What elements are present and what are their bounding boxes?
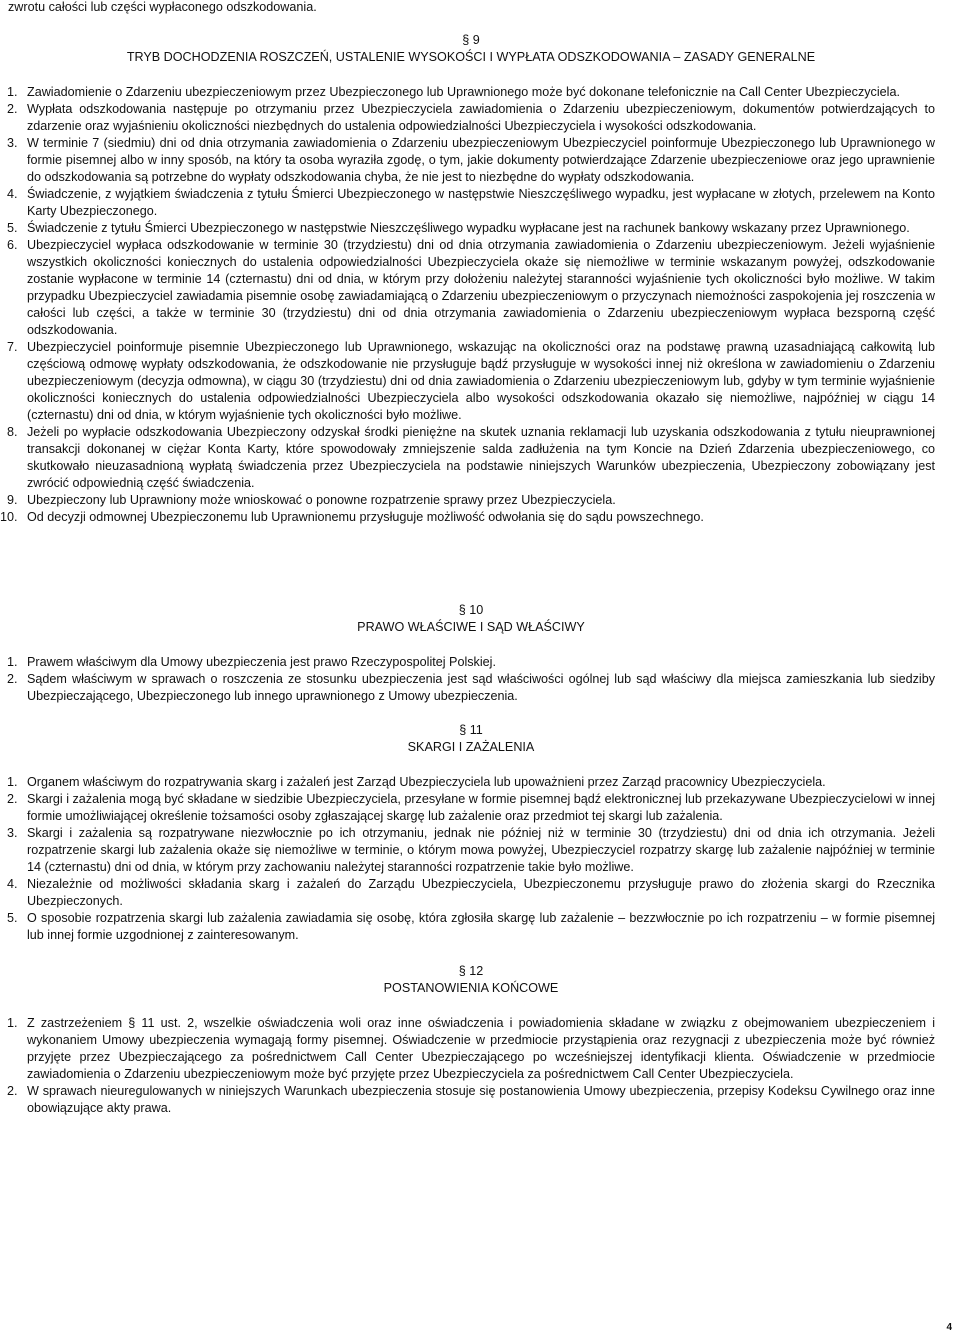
page-number: 4 xyxy=(946,1322,952,1333)
section-11-title: SKARGI I ZAŻALENIA xyxy=(407,740,535,754)
section-9-item-10: 10. Od decyzji odmownej Ubezpieczonemu lub Uprawnionemu przysługuje możliwość odwołania się do sądu powszechnego. xyxy=(0,510,704,524)
section-9-item-8: 8. Jeżeli po wypłacie odszkodowania Ubezpieczony odzyskał środki pieniężne na skutek uznania reklamacji lub uzyskania odszkodowania z tytułu nieuprawnionej transakcji dokonanej w ciężar Konta Karty, które spowodowały zmniejszenie salda zadłużenia na tym Koncie na Dzień Zdarzenia ubezpieczeniowego, co skutkowało nieuzasadnioną wypłatą świadczenia przez Ubezpieczyciela na podstawie niniejszych Warunków ubezpieczenia, Ubezpieczony zobowiązany jest zwrócić odpowiednią część świadczenia. xyxy=(7,425,935,490)
section-12-item-1: 1. Z zastrzeżeniem § 11 ust. 2, wszelkie oświadczenia woli oraz inne oświadczenia i powiadomienia składane w związku z obejmowaniem ubezpieczeniem i wykonaniem Umowy ubezpieczenia wymagają formy pisemnej. Oświadczenie w przedmiocie przystąpienia oraz rezygnacji z ubezpieczenia może być również przyjęte przez Ubezpieczającego za pośrednictwem Call Center Ubezpieczającego po wcześniejszej identyfikacji klienta. Oświadczenie w przedmiocie zawiadomienia o Zdarzeniu ubezpieczeniowym może być przyjęte przez Ubezpieczyciela za pośrednictwem Call Center Ubezpieczyciela. xyxy=(7,1016,935,1081)
section-12-number: § 12 xyxy=(458,964,484,978)
section-11-heading xyxy=(8,722,934,756)
section-9-heading xyxy=(8,32,934,66)
section-11-item-3: 3. Skargi i zażalenia są rozpatrywane niezwłocznie po ich otrzymaniu, jednak nie później niż w terminie 30 (trzydziestu) dni od dnia ich otrzymania. Jeżeli rozpatrzenie skargi lub zażalenia okaże się niemożliwe w terminie, o którym mowa powyżej, Ubezpieczyciel rozpatrzy skargę lub zażalenie najpóźniej w terminie 14 (czternastu) dni od dnia, w którym przy zachowaniu należytej staranności rozpatrzenie takie było możliwe. xyxy=(7,826,935,874)
section-10-item-1: 1. Prawem właściwym dla Umowy ubezpieczenia jest prawo Rzeczypospolitej Polskiej. xyxy=(7,655,496,669)
section-9-item-9: 9. Ubezpieczony lub Uprawniony może wnioskować o ponowne rozpatrzenie sprawy przez Ubezpieczyciela. xyxy=(7,493,616,507)
section-11-item-2: 2. Skargi i zażalenia mogą być składane w siedzibie Ubezpieczyciela, przesyłane w formie pisemnej bądź elektronicznej lub przekazywane Ubezpieczycielowi w innej formie umożliwiającej określenie tożsamości osoby zgłaszającej skargę lub zażalenie oraz przedmiot tej skargi lub zażalenia. xyxy=(7,792,935,823)
section-10-title: PRAWO WŁAŚCIWE I SĄD WŁAŚCIWY xyxy=(357,620,585,634)
section-10-number: § 10 xyxy=(458,603,484,617)
section-12-heading xyxy=(8,963,934,997)
section-12-item-2: 2. W sprawach nieuregulowanych w niniejszych Warunkach ubezpieczenia stosuje się postanowienia Umowy ubezpieczenia, przepisy Kodeksu Cywilnego oraz inne obowiązujące akty prawa. xyxy=(7,1084,935,1115)
section-9-title: TRYB DOCHODZENIA ROSZCZEŃ, USTALENIE WYSOKOŚCI I WYPŁATA ODSZKODOWANIA – ZASADY GENERALNE xyxy=(126,50,816,64)
section-11-number: § 11 xyxy=(459,723,483,737)
section-9-item-5: 5. Świadczenie z tytułu Śmierci Ubezpieczonego w następstwie Nieszczęśliwego wypadku wypłacane jest na rachunek bankowy wskazany przez Uprawnionego. xyxy=(7,221,910,235)
section-11-item-1: 1. Organem właściwym do rozpatrywania skarg i zażaleń jest Zarząd Ubezpieczyciela lub upoważnieni przez Zarząd pracownicy Ubezpieczyciela. xyxy=(7,775,826,789)
section-9-item-3: 3. W terminie 7 (siedmiu) dni od dnia otrzymania zawiadomienia o Zdarzeniu ubezpieczeniowym Ubezpieczyciel poinformuje Ubezpieczonego lub Uprawnionego w formie pisemnej albo w inny sposób, na który ta osoba wyraziła zgodę, o tym, jakie dokumenty potwierdzające Zdarzenie ubezpieczeniowe oraz jego uprawnienie do odszkodowania są potrzebne do wypłaty odszkodowania chyba, że nie jest to niezbędne do wypłaty odszkodowania. xyxy=(7,136,935,184)
section-12-list xyxy=(0,1015,935,1117)
section-9-item-1: 1. Zawiadomienie o Zdarzeniu ubezpieczeniowym przez Ubezpieczonego lub Uprawnionego może być dokonane telefonicznie na Call Center Ubezpieczyciela. xyxy=(7,85,900,99)
section-10-item-2: 2. Sądem właściwym w sprawach o roszczenia ze stosunku ubezpieczenia jest sąd właściwości ogólnej lub sąd właściwy dla miejsca zamieszkania lub siedziby Ubezpieczającego, Ubezpieczonego lub innego uprawnionego z Umowy ubezpieczenia. xyxy=(7,672,935,703)
section-9-item-4: 4. Świadczenie, z wyjątkiem świadczenia z tytułu Śmierci Ubezpieczonego w następstwie Nieszczęśliwego wypadku, jest wypłacane w złotych, przelewem na Konto Karty Ubezpieczonego. xyxy=(7,187,935,218)
section-10-list xyxy=(0,654,935,705)
section-9-item-2: 2. Wypłata odszkodowania następuje po otrzymaniu przez Ubezpieczyciela zawiadomienia o Zdarzeniu ubezpieczeniowym, dokumentów potwierdzających to zdarzenie oraz wyjaśnieniu okoliczności niezbędnych do ustalenia odpowiedzialności Ubezpieczyciela i wysokości odszkodowania. xyxy=(7,102,935,133)
section-9-number: § 9 xyxy=(462,33,480,47)
lead-text: zwrotu całości lub części wypłaconego odszkodowania. xyxy=(8,0,317,14)
section-11-item-5: 5. O sposobie rozpatrzenia skargi lub zażalenia zawiadamia się osobę, która zgłosiła skargę lub zażalenie – bezzwłocznie po ich rozpatrzeniu – w formie pisemnej lub innej formie uzgodnionej z zainteresowanym. xyxy=(7,911,935,942)
section-9-item-7: 7. Ubezpieczyciel poinformuje pisemnie Ubezpieczonego lub Uprawnionego, wskazując na okoliczności oraz na podstawę prawną uzasadniającą całkowitą lub częściową odmowę wypłaty odszkodowania, że odszkodowanie nie przysługuje bądź przysługuje w wysokości innej niż określona w zawiadomieniu o Zdarzeniu ubezpieczeniowym (decyzja odmowna), w ciągu 30 (trzydziestu) dni od dnia zawiadomienia o Zdarzeniu ubezpieczeniowym lub, gdyby w tym terminie wyjaśnienie okoliczności koniecznych do ustalenia odpowiedzialności Ubezpieczyciela albo wysokości odszkodowania okazało się niemożliwe, najpóźniej w ciągu 14 (czternastu) dni od dnia, w którym wyjaśnienie tych okoliczności było możliwe. xyxy=(7,340,935,422)
section-11-list xyxy=(0,774,935,944)
section-9-list xyxy=(0,84,935,526)
section-10-heading xyxy=(8,602,934,636)
section-11-item-4: 4. Niezależnie od możliwości składania skarg i zażaleń do Zarządu Ubezpieczyciela, Ubezpieczonemu przysługuje prawo do złożenia skargi do Rzecznika Ubezpieczonych. xyxy=(7,877,935,908)
section-9-item-6: 6. Ubezpieczyciel wypłaca odszkodowanie w terminie 30 (trzydziestu) dni od dnia otrzymania zawiadomienia o Zdarzeniu ubezpieczeniowym. Jeżeli wyjaśnienie wszystkich okoliczności koniecznych do ustalenia odpowiedzialności Ubezpieczyciela okaże się niemożliwe w terminie wskazanym powyżej, odszkodowanie zostanie wypłacone w terminie 14 (czternastu) dni od dnia, w którym przy dołożeniu należytej staranności wyjaśnienie tych okoliczności było możliwe. W takim przypadku Ubezpieczyciel zawiadamia pisemnie osobę zawiadamiającą o Zdarzeniu ubezpieczeniowym o przyczynach niemożności zaspokojenia jej roszczenia w całości lub części, a także w terminie 30 (trzydziestu) dni od dnia otrzymania zawiadomienia o Zdarzeniu ubezpieczeniowym wypłaca bezsporną część odszkodowania. xyxy=(7,238,935,337)
section-12-title: POSTANOWIENIA KOŃCOWE xyxy=(383,981,559,995)
